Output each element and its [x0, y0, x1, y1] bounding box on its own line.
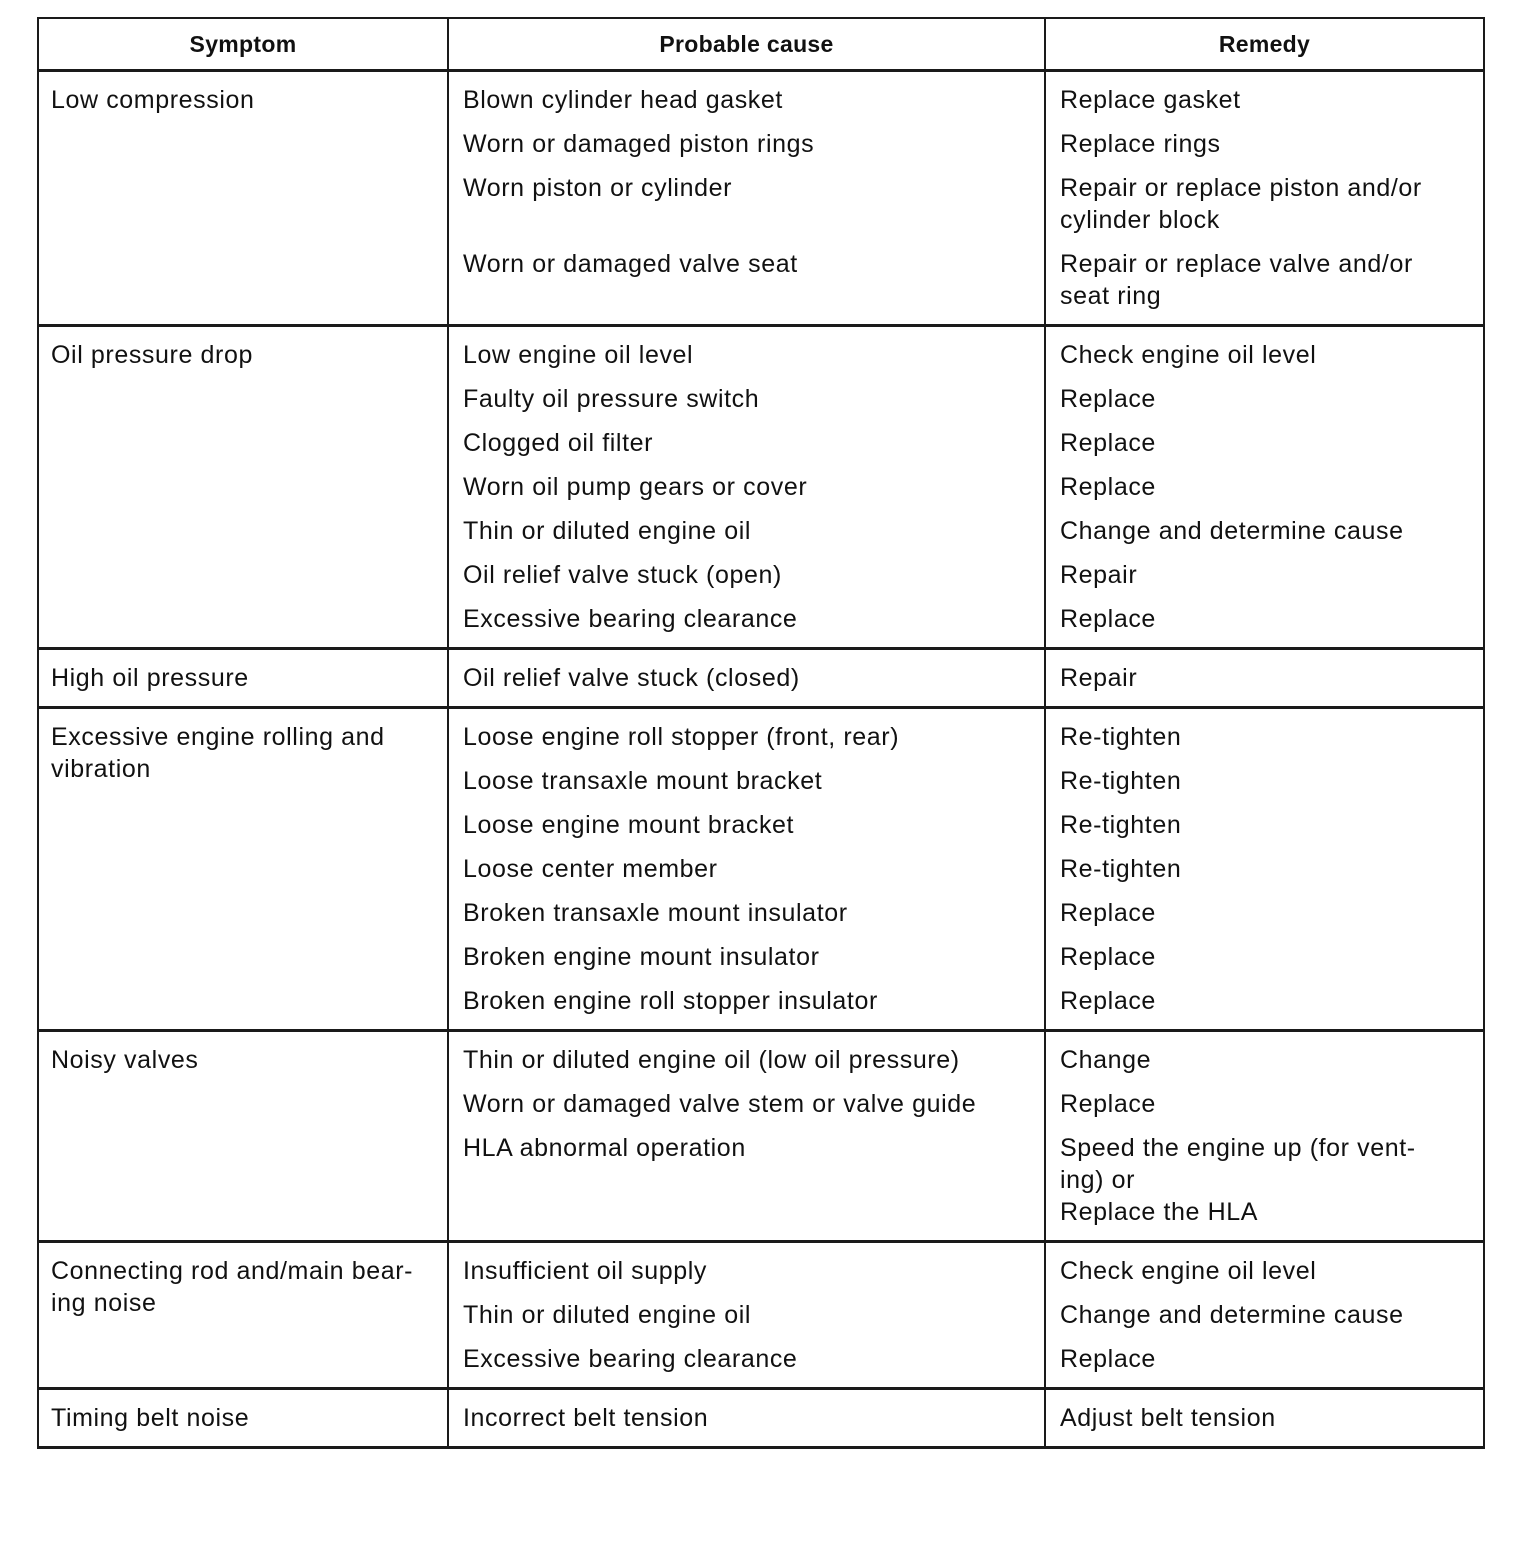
remedy-item [1046, 1390, 1483, 1446]
cause-text: Thin or diluted engine oil [463, 1301, 751, 1329]
cause-item [449, 547, 1044, 591]
remedy-item [1046, 1120, 1483, 1240]
remedy-text: Re-tighten [1060, 723, 1182, 751]
remedy-text: Change and determine cause [1060, 1301, 1404, 1329]
remedy-text: Replace [1060, 1090, 1156, 1118]
remedy-item [1046, 929, 1483, 973]
cause-item [449, 1076, 1044, 1120]
cause-text: Faulty oil pressure switch [463, 385, 760, 413]
probable-cause-cell [448, 1389, 1045, 1448]
remedy-text: Re-tighten [1060, 855, 1182, 883]
remedy-item [1046, 503, 1483, 547]
remedy-item [1046, 1287, 1483, 1331]
header-probable-cause: Probable cause [448, 18, 1045, 71]
cause-text: HLA abnormal operation [463, 1134, 746, 1162]
cause-item [449, 797, 1044, 841]
cause-text: Loose engine roll stopper (front, rear) [463, 723, 900, 751]
remedy-cell [1045, 71, 1484, 326]
symptom-text: High oil pressure [51, 664, 249, 692]
remedy-cell [1045, 1389, 1484, 1448]
cause-item [449, 1243, 1044, 1287]
cause-text: Excessive bearing clearance [463, 1345, 798, 1373]
remedy-text: Check engine oil level [1060, 1257, 1317, 1285]
remedy-text: Replace [1060, 605, 1156, 633]
cause-item [449, 116, 1044, 160]
cause-item [449, 709, 1044, 753]
cause-item [449, 1390, 1044, 1446]
remedy-item [1046, 709, 1483, 753]
cause-text: Thin or diluted engine oil [463, 517, 751, 545]
remedy-cell [1045, 1242, 1484, 1389]
symptom-cell [38, 649, 448, 708]
cause-text: Worn oil pump gears or cover [463, 473, 808, 501]
cause-text: Broken engine roll stopper insulator [463, 987, 878, 1015]
remedy-text: Re-tighten [1060, 811, 1182, 839]
remedy-item [1046, 973, 1483, 1029]
remedy-item [1046, 459, 1483, 503]
cause-text: Oil relief valve stuck (open) [463, 561, 782, 589]
cause-text: Worn piston or cylinder [463, 174, 732, 202]
remedy-text: Replace [1060, 429, 1156, 457]
remedy-text: Replace [1060, 987, 1156, 1015]
remedy-cell [1045, 649, 1484, 708]
remedy-text: Replace [1060, 899, 1156, 927]
symptom-cell [38, 708, 448, 1031]
cause-item [449, 327, 1044, 371]
probable-cause-cell [448, 1031, 1045, 1242]
cause-item [449, 591, 1044, 647]
remedy-text: Replace [1060, 473, 1156, 501]
remedy-item [1046, 1032, 1483, 1076]
cause-item [449, 459, 1044, 503]
cause-text: Worn or damaged piston rings [463, 130, 815, 158]
remedy-item [1046, 547, 1483, 591]
cause-item [449, 160, 1044, 236]
symptom-cell [38, 71, 448, 326]
symptom-text: Oil pressure drop [51, 341, 253, 369]
symptom-text: ing noise [51, 1289, 157, 1317]
cause-text: Broken engine mount insulator [463, 943, 820, 971]
remedy-text: Repair or replace valve and/or [1060, 250, 1413, 278]
cause-text: Loose transaxle mount bracket [463, 767, 823, 795]
remedy-item [1046, 327, 1483, 371]
table-row [38, 649, 1484, 708]
cause-text: Broken transaxle mount insulator [463, 899, 848, 927]
remedy-item [1046, 415, 1483, 459]
table-row [38, 326, 1484, 649]
cause-text: Oil relief valve stuck (closed) [463, 664, 800, 692]
symptom-text: Low compression [51, 86, 255, 114]
symptom-text: Excessive engine rolling and [51, 723, 385, 751]
symptom-text: Connecting rod and/main bear- [51, 1257, 414, 1285]
cause-text: Worn or damaged valve seat [463, 250, 798, 278]
symptom-text: Timing belt noise [51, 1404, 250, 1432]
cause-item [449, 650, 1044, 706]
cause-item [449, 415, 1044, 459]
table-row [38, 1031, 1484, 1242]
table-row [38, 708, 1484, 1031]
cause-item [449, 503, 1044, 547]
probable-cause-cell [448, 326, 1045, 649]
symptom-cell [38, 1242, 448, 1389]
cause-item [449, 841, 1044, 885]
cause-item [449, 1032, 1044, 1076]
remedy-cell [1045, 326, 1484, 649]
remedy-item [1046, 591, 1483, 647]
cause-item [449, 885, 1044, 929]
remedy-text: Change [1060, 1046, 1152, 1074]
remedy-text: ing) or [1060, 1166, 1136, 1194]
cause-item [449, 753, 1044, 797]
probable-cause-cell [448, 708, 1045, 1031]
table-body [38, 71, 1484, 1448]
remedy-text: Replace [1060, 943, 1156, 971]
remedy-text: Repair or replace piston and/or [1060, 174, 1422, 202]
troubleshooting-table [37, 17, 1485, 1449]
remedy-text: cylinder block [1060, 206, 1220, 234]
cause-text: Thin or diluted engine oil (low oil pressure) [463, 1046, 960, 1074]
remedy-text: Speed the engine up (for vent- [1060, 1134, 1416, 1162]
remedy-text: seat ring [1060, 282, 1162, 310]
remedy-text: Check engine oil level [1060, 341, 1317, 369]
cause-item [449, 1120, 1044, 1240]
remedy-text: Repair [1060, 664, 1138, 692]
remedy-item [1046, 841, 1483, 885]
header-symptom: Symptom [38, 18, 448, 71]
remedy-text: Change and determine cause [1060, 517, 1404, 545]
remedy-item [1046, 1331, 1483, 1387]
remedy-item [1046, 371, 1483, 415]
symptom-text: Noisy valves [51, 1046, 199, 1074]
remedy-text: Repair [1060, 561, 1138, 589]
probable-cause-cell [448, 649, 1045, 708]
remedy-item [1046, 885, 1483, 929]
cause-item [449, 1287, 1044, 1331]
cause-text: Loose center member [463, 855, 718, 883]
remedy-item [1046, 1243, 1483, 1287]
remedy-text: Replace gasket [1060, 86, 1241, 114]
cause-text: Insufficient oil supply [463, 1257, 708, 1285]
remedy-item [1046, 1076, 1483, 1120]
cause-item [449, 929, 1044, 973]
table-row [38, 71, 1484, 326]
remedy-text: Re-tighten [1060, 767, 1182, 795]
remedy-cell [1045, 1031, 1484, 1242]
remedy-item [1046, 236, 1483, 324]
remedy-item [1046, 72, 1483, 116]
cause-item [449, 236, 1044, 324]
probable-cause-cell [448, 1242, 1045, 1389]
table-row [38, 1389, 1484, 1448]
cause-text: Loose engine mount bracket [463, 811, 795, 839]
symptom-cell [38, 1389, 448, 1448]
cause-text: Clogged oil filter [463, 429, 654, 457]
header-remedy: Remedy [1045, 18, 1484, 71]
table-row [38, 1242, 1484, 1389]
remedy-text: Replace the HLA [1060, 1198, 1259, 1226]
probable-cause-cell [448, 71, 1045, 326]
remedy-text: Replace [1060, 1345, 1156, 1373]
symptom-text: vibration [51, 755, 151, 783]
remedy-item [1046, 753, 1483, 797]
cause-text: Excessive bearing clearance [463, 605, 798, 633]
remedy-cell [1045, 708, 1484, 1031]
cause-text: Low engine oil level [463, 341, 694, 369]
cause-item [449, 973, 1044, 1029]
symptom-cell [38, 326, 448, 649]
cause-item [449, 1331, 1044, 1387]
remedy-item [1046, 160, 1483, 236]
symptom-cell [38, 1031, 448, 1242]
remedy-item [1046, 650, 1483, 706]
remedy-text: Replace rings [1060, 130, 1221, 158]
cause-item [449, 371, 1044, 415]
cause-text: Blown cylinder head gasket [463, 86, 783, 114]
cause-item [449, 72, 1044, 116]
remedy-item [1046, 116, 1483, 160]
remedy-item [1046, 797, 1483, 841]
remedy-text: Adjust belt tension [1060, 1404, 1276, 1432]
cause-text: Incorrect belt tension [463, 1404, 709, 1432]
header-row [38, 18, 1484, 71]
cause-text: Worn or damaged valve stem or valve guide [463, 1090, 977, 1118]
remedy-text: Replace [1060, 385, 1156, 413]
